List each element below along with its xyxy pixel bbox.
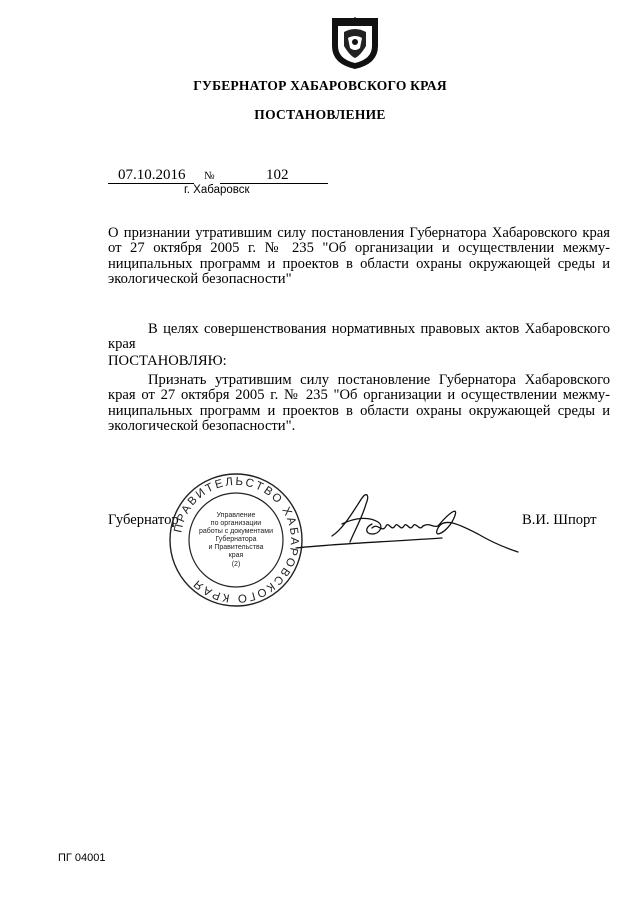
- stamp-inner-line: работы с документами: [198, 528, 274, 535]
- signatory-role: Губернатор: [108, 512, 179, 528]
- handwritten-signature: [292, 488, 522, 562]
- document-type-title: ПОСТАНОВЛЕНИЕ: [254, 107, 386, 122]
- stamp-inner-line: Губернатора: [215, 536, 257, 543]
- official-stamp: [168, 472, 304, 608]
- stamp-inner-line: и Правительства: [208, 544, 264, 551]
- stamp-inner-line: края: [228, 552, 244, 559]
- decree-body-text: Признать утратившим силу постановление Губернатора Хабаровского края от 27 октября 2005 г. № 235 "Об организации и осуществлении межму-ниципальных программ и проектов в области охраны окружающей среды и экологической безопасности".: [108, 372, 610, 435]
- stamp-inner-line: (2): [231, 561, 241, 568]
- preamble-text: В целях совершенствования нормативных правовых актов Хабаровского края: [108, 321, 610, 353]
- date-underline: [108, 183, 194, 184]
- document-date: 07.10.2016: [118, 167, 186, 183]
- stamp-outer-text: ПРАВИТЕЛЬСТВО ХАБАРОВСКОГО КРАЯ: [172, 475, 301, 605]
- document-city: г. Хабаровск: [184, 184, 250, 196]
- document-subject: О признании утратившим силу постановления Губернатора Хабаровского края от 27 октября 2005 г. № 235 "Об организации и осуществлении межму-ниципальных программ и проектов в области охраны окружающей среды и экологической безопасности": [108, 225, 610, 288]
- document-number: 102: [266, 167, 289, 183]
- signatory-name: В.И. Шпорт: [522, 512, 597, 528]
- number-sign: №: [204, 170, 215, 182]
- footer-form-code: ПГ 04001: [58, 852, 106, 864]
- stamp-inner-line: по организации: [210, 520, 262, 527]
- coat-of-arms-emblem: [330, 16, 380, 70]
- issuer-title: ГУБЕРНАТОР ХАБАРОВСКОГО КРАЯ: [193, 78, 447, 93]
- decree-word: ПОСТАНОВЛЯЮ:: [108, 353, 227, 369]
- stamp-inner-line: Управление: [216, 512, 256, 519]
